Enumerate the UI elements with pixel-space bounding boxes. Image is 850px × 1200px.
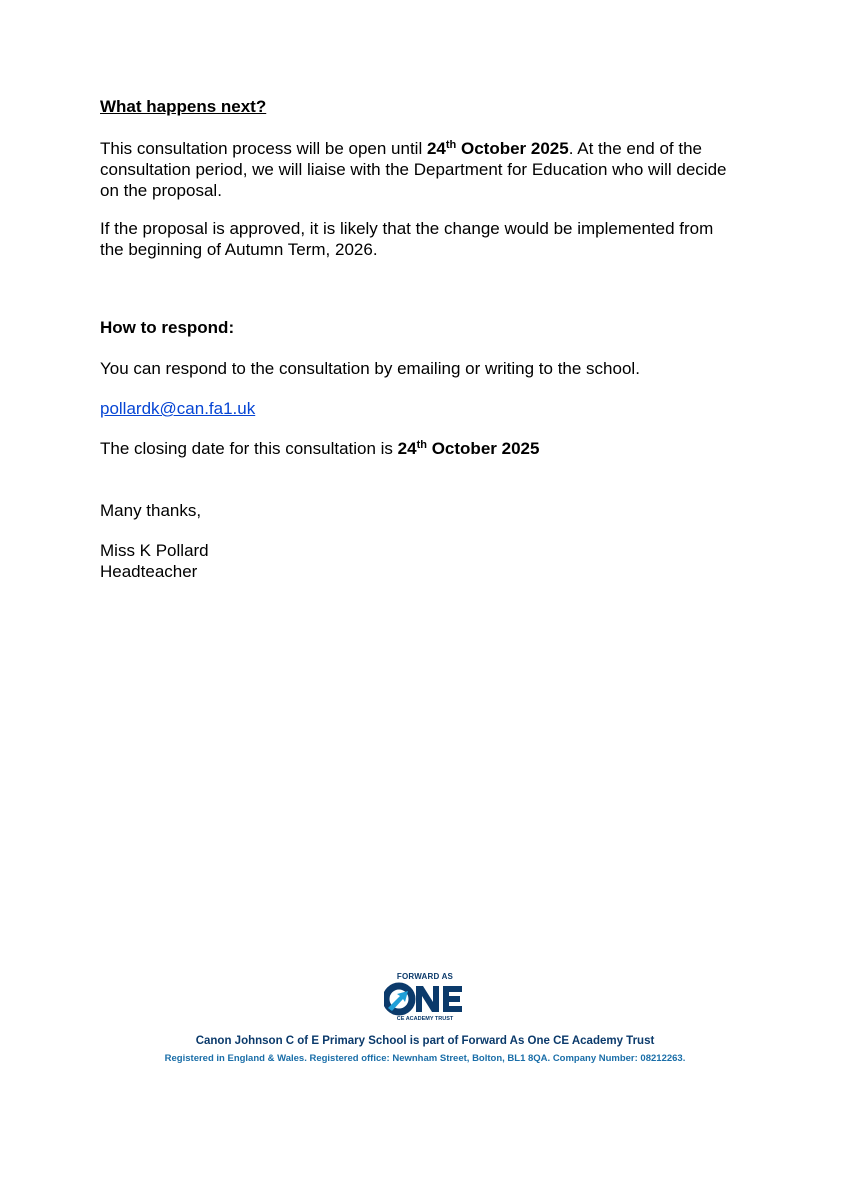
text-segment: This consultation process will be open until: [100, 139, 427, 158]
email-paragraph: [100, 398, 760, 419]
signoff-thanks: Many thanks,: [100, 501, 202, 520]
paragraph-respond-instructions: You can respond to the consultation by emailing or writing to the school.: [100, 359, 640, 378]
signoff-name: Miss K Pollard: [100, 541, 209, 560]
logo-one-icon: [384, 982, 466, 1016]
text-segment: consultation period, we will liaise with the Department for Education who will decide: [100, 160, 727, 179]
text-segment: the beginning of Autumn Term, 2026.: [100, 240, 378, 259]
closing-date: 24th October 2025: [397, 439, 540, 458]
section-heading-what-happens-next: What happens next?: [100, 97, 267, 116]
footer-registration: Registered in England & Wales. Registered office: Newnham Street, Bolton, BL1 8QA. Company Number: 08212263.: [164, 1053, 686, 1064]
logo-top-text: FORWARD AS: [396, 972, 454, 981]
footer: [0, 972, 850, 1064]
email-link[interactable]: pollardk@can.fa1.uk: [100, 399, 256, 418]
paragraph-closing-date: [100, 438, 760, 459]
consultation-end-date: 24th October 2025: [426, 139, 569, 158]
text-segment: . At the end of the: [568, 139, 702, 158]
footer-school-statement: Canon Johnson C of E Primary School is part of Forward As One CE Academy Trust: [195, 1035, 655, 1047]
signoff-title: Headteacher: [100, 562, 198, 581]
section-heading-how-to-respond: How to respond:: [100, 318, 235, 337]
signoff-signature: [100, 540, 760, 582]
paragraph-approval: [100, 218, 760, 260]
text-segment: If the proposal is approved, it is likely that the change would be implemented from: [100, 219, 714, 238]
trust-logo: [380, 972, 470, 1027]
paragraph-consultation-period: [100, 138, 760, 201]
text-segment: The closing date for this consultation is: [100, 439, 398, 458]
text-segment: on the proposal.: [100, 181, 222, 200]
logo-bottom-text: CE ACADEMY TRUST: [396, 1016, 454, 1022]
